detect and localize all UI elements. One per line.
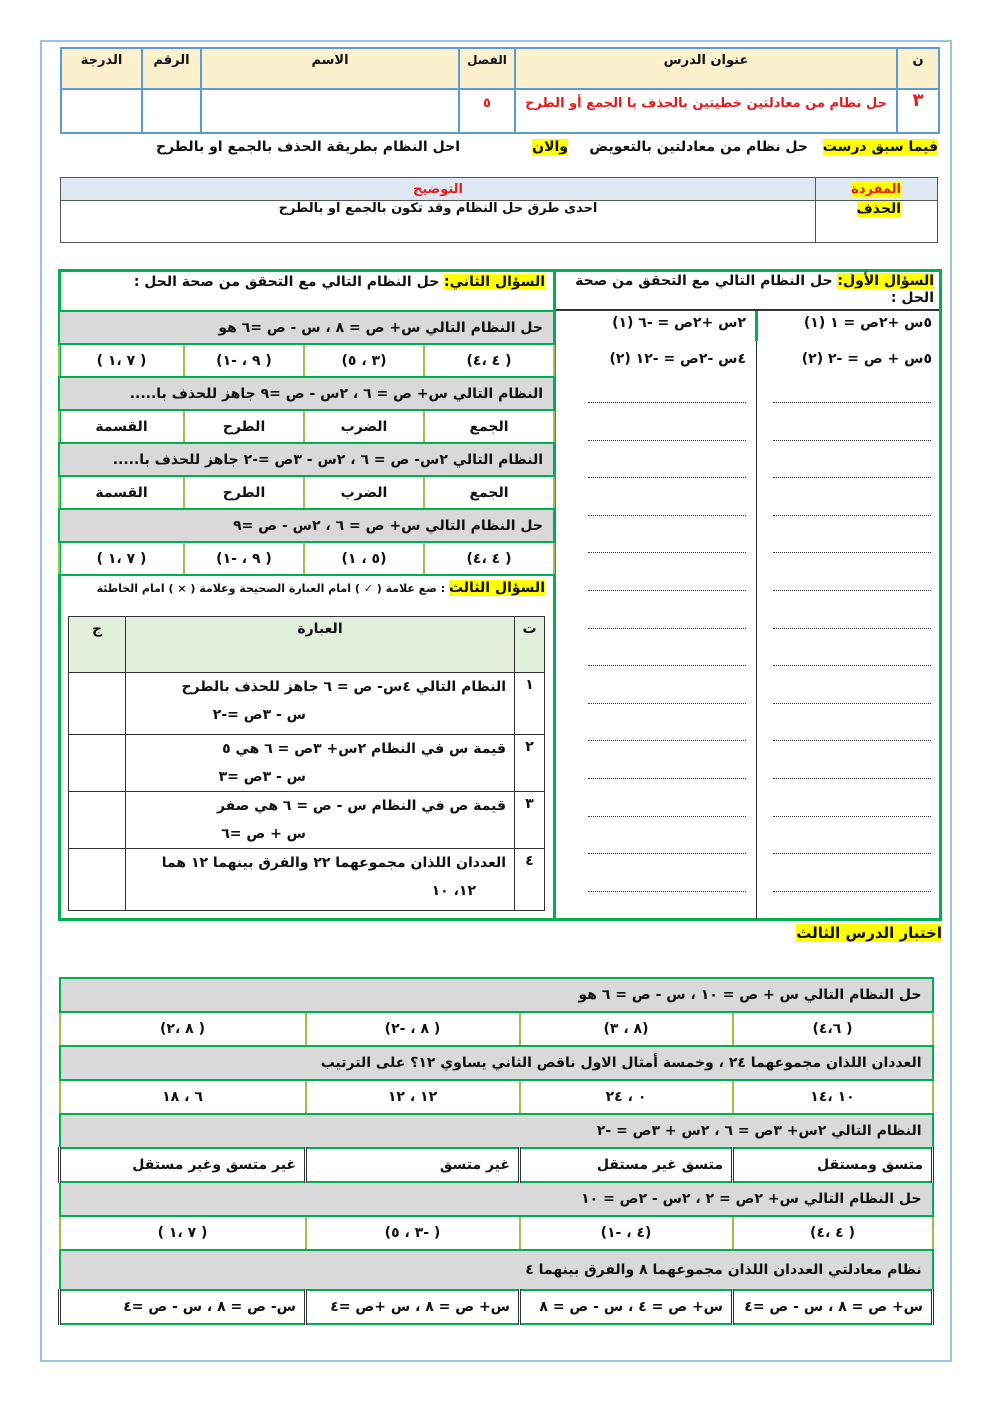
quiz-option[interactable]: ( ٨ ،٢): [60, 1012, 306, 1046]
vocabulary-table: [60, 177, 938, 243]
desc-header: التوضيح: [61, 178, 816, 201]
quiz-option[interactable]: س+ ص = ٨ ، س +ص =٤: [306, 1290, 520, 1324]
row-number: ٣: [515, 792, 545, 849]
q2-option[interactable]: ( ٤ ،٤): [424, 542, 554, 575]
quiz-option[interactable]: س- ص = ٨ ، س - ص =٤: [60, 1290, 306, 1324]
statement: [126, 792, 515, 849]
quiz-option[interactable]: ١٢ ، ١٢: [306, 1080, 520, 1114]
answer-line[interactable]: [773, 740, 931, 741]
term-description: احدى طرق حل النظام وقد تكون بالجمع او بالطرح: [61, 201, 816, 243]
col-id: الرقم: [142, 48, 201, 89]
quiz-option[interactable]: س+ ص = ٨ ، س - ص =٤: [733, 1290, 933, 1324]
answer-line[interactable]: [588, 778, 746, 779]
table-row: [69, 673, 545, 735]
col-answer: ج: [69, 617, 126, 673]
answer-line[interactable]: [773, 665, 931, 666]
term: الحذف: [816, 201, 938, 243]
quiz-question: العددان اللذان مجموعهما ٢٤ ، وخمسة أمثال الاول ناقص الثاني يساوي ١٢؟ على الترتيب: [60, 1046, 933, 1080]
quiz-option[interactable]: (٨ ، ٣): [520, 1012, 733, 1046]
quiz-question: حل النظام التالي س + ص = ١٠ ، س - ص = ٦ هو: [60, 978, 933, 1012]
answer-line[interactable]: [588, 477, 746, 478]
now-text: احل النظام بطريقة الحذف بالجمع او بالطرح: [156, 139, 460, 155]
answer-line[interactable]: [588, 665, 746, 666]
answer-line[interactable]: [588, 515, 746, 516]
prev-text: حل نظام من معادلتين بالتعويض: [589, 139, 808, 155]
answer-line[interactable]: [773, 515, 931, 516]
col-name: الاسم: [201, 48, 459, 89]
q2-option[interactable]: (٥ ، ١): [304, 542, 424, 575]
q2-title: السؤال الثاني: حل النظام التالي مع التحقق من صحة الحل :: [133, 274, 545, 290]
col-class: الفصل: [459, 48, 515, 89]
quiz-option[interactable]: ( -٣ ، ٥): [306, 1216, 520, 1250]
id-field[interactable]: [142, 89, 201, 133]
answer-line[interactable]: [773, 628, 931, 629]
q2-question: حل النظام التالي س+ ص = ٦ ، ٢س - ص =٩: [59, 509, 554, 542]
statement-line: النظام التالي ٤س- ص = ٦ جاهز للحذف بالطرح: [181, 679, 506, 695]
statement-line: قيمة س في النظام ٢س+ ٣ص = ٦ هي ٥: [222, 741, 506, 757]
answer-line[interactable]: [588, 440, 746, 441]
q2-question: النظام التالي س+ ص = ٦ ، ٢س - ص =٩ جاهز للحذف با.....: [59, 377, 554, 410]
statement: [126, 849, 515, 911]
answer-line[interactable]: [773, 440, 931, 441]
answer-cell[interactable]: [69, 673, 126, 735]
prev-label: فيما سبق درست: [822, 139, 938, 155]
answer-line[interactable]: [588, 740, 746, 741]
col-statement: العبارة: [126, 617, 515, 673]
name-field[interactable]: [201, 89, 459, 133]
answer-line[interactable]: [588, 628, 746, 629]
answer-line[interactable]: [773, 703, 931, 704]
q1-eq-left-2: ٤س -٢ص = -١٢ (٢): [609, 351, 746, 367]
q2-question: حل النظام التالي س+ ص = ٨ ، س - ص =٦ هو: [59, 311, 554, 344]
answer-line[interactable]: [588, 552, 746, 553]
q2-option[interactable]: القسمة: [59, 410, 184, 443]
answer-line[interactable]: [773, 816, 931, 817]
quiz-option[interactable]: ٠ ، ٢٤: [520, 1080, 733, 1114]
table-row: [69, 735, 545, 792]
answer-cell[interactable]: [69, 792, 126, 849]
q1-eq-left-1: ٢س +٢ص = -٦ (١): [612, 315, 746, 331]
q2-option[interactable]: ( ٤ ،٤): [424, 344, 554, 377]
class-value: ٥: [459, 89, 515, 133]
answer-line[interactable]: [773, 590, 931, 591]
answer-line[interactable]: [773, 891, 931, 892]
lesson-header-table: [60, 47, 938, 134]
statement-line: س + ص =٦: [221, 826, 306, 842]
answer-line[interactable]: [588, 891, 746, 892]
quiz-option[interactable]: ( ٨ ، -٢): [306, 1012, 520, 1046]
quiz-option[interactable]: غير متسق وغير مستقل: [60, 1148, 306, 1182]
quiz-option[interactable]: س+ ص = ٤ ، س - ص = ٨: [520, 1290, 733, 1324]
answer-line[interactable]: [773, 552, 931, 553]
answer-line[interactable]: [773, 778, 931, 779]
grade-field[interactable]: [61, 89, 142, 133]
q2-option[interactable]: (٣ ، ٥): [304, 344, 424, 377]
q3-title: السؤال الثالث : ضع علامة ( ✓ ) امام العبارة الصحيحة وعلامة ( × ) امام الخاطئة: [96, 580, 545, 596]
table-row: [69, 792, 545, 849]
q2-table: [58, 310, 555, 573]
q2-option[interactable]: الطرح: [184, 410, 304, 443]
q2-option[interactable]: ( ٩ ، -١): [184, 344, 304, 377]
q2-option[interactable]: ( ٩ ، -١): [184, 542, 304, 575]
answer-line[interactable]: [588, 590, 746, 591]
statement-line: س - ٣ص =-٢: [212, 707, 306, 723]
quiz-option[interactable]: ( ٤،٦): [733, 1012, 933, 1046]
q2-option[interactable]: الجمع: [424, 410, 554, 443]
answer-cell[interactable]: [69, 849, 126, 911]
lesson-number: ٣: [897, 89, 939, 133]
term-header: المفردة: [816, 178, 938, 201]
now-label: والان: [532, 139, 568, 155]
answer-line[interactable]: [588, 853, 746, 854]
statement-line: س - ٣ص =٣: [218, 769, 306, 785]
answer-cell[interactable]: [69, 735, 126, 792]
statement-line: العددان اللذان مجموعهما ٢٢ والفرق بينهما ١٢ هما: [161, 855, 506, 871]
quiz-option[interactable]: متسق غير مستقل: [520, 1148, 733, 1182]
q2-option[interactable]: القسمة: [59, 476, 184, 509]
col-num: ت: [515, 617, 545, 673]
statement-line: قيمة ص في النظام س - ص = ٦ هي صفر: [216, 798, 506, 814]
quiz-option[interactable]: (٤ ، -١): [520, 1216, 733, 1250]
q2-question: النظام التالي ٢س- ص = ٦ ، ٢س - ٣ص =-٢ جاهز للحذف با.....: [59, 443, 554, 476]
col-grade: الدرجة: [61, 48, 142, 89]
quiz-question: حل النظام التالي س+ ٢ص = ٢ ، ٢س - ٢ص = ١٠: [60, 1182, 933, 1216]
row-number: ١: [515, 673, 545, 735]
quiz-table: [58, 977, 934, 1323]
q2-option[interactable]: ( ٧ ،١ ): [59, 344, 184, 377]
quiz-option[interactable]: ١٠ ،١٤: [733, 1080, 933, 1114]
quiz-option[interactable]: ( ٧ ،١ ): [60, 1216, 306, 1250]
answer-line[interactable]: [773, 477, 931, 478]
statement: [126, 673, 515, 735]
q1-title: السؤال الأول: حل النظام التالي مع التحقق من صحة الحل :: [575, 273, 934, 306]
lesson-title: حل نظام من معادلتين خطيتين بالحذف با الجمع أو الطرح: [515, 89, 897, 133]
q1-eq-right-1: ٥س +٢ص = ١ (١): [803, 315, 932, 331]
statement: [126, 735, 515, 792]
q2-option[interactable]: الجمع: [424, 476, 554, 509]
true-false-table: [68, 616, 545, 908]
quiz-option[interactable]: متسق ومستقل: [733, 1148, 933, 1182]
table-row: [69, 849, 545, 911]
answer-line[interactable]: [773, 853, 931, 854]
statement-line: ١٢، ١٠: [431, 883, 476, 899]
row-number: ٤: [515, 849, 545, 911]
answer-line[interactable]: [588, 402, 746, 403]
quiz-option[interactable]: ( ٤ ،٤): [733, 1216, 933, 1250]
col-number: ن: [897, 48, 939, 89]
q2-option[interactable]: الضرب: [304, 410, 424, 443]
col-lesson-title: عنوان الدرس: [515, 48, 897, 89]
q1-eq-right-2: ٥س + ص = -٢ (٢): [801, 351, 932, 367]
q2-option[interactable]: الضرب: [304, 476, 424, 509]
answer-line[interactable]: [588, 703, 746, 704]
answer-line[interactable]: [588, 816, 746, 817]
quiz-option[interactable]: غير متسق: [306, 1148, 520, 1182]
quiz-title: اختبار الدرس الثالث: [796, 924, 942, 942]
answer-line[interactable]: [773, 402, 931, 403]
quiz-option[interactable]: ٦ ، ١٨: [60, 1080, 306, 1114]
quiz-question: نظام معادلتي العددان اللذان مجموعهما ٨ والفرق بينهما ٤: [60, 1250, 933, 1290]
quiz-question: النظام التالي ٢س+ ٣ص = ٦ ، ٢س + ٣ص = -٢: [60, 1114, 933, 1148]
q2-option[interactable]: الطرح: [184, 476, 304, 509]
row-number: ٢: [515, 735, 545, 792]
q2-option[interactable]: ( ٧ ،١ ): [59, 542, 184, 575]
